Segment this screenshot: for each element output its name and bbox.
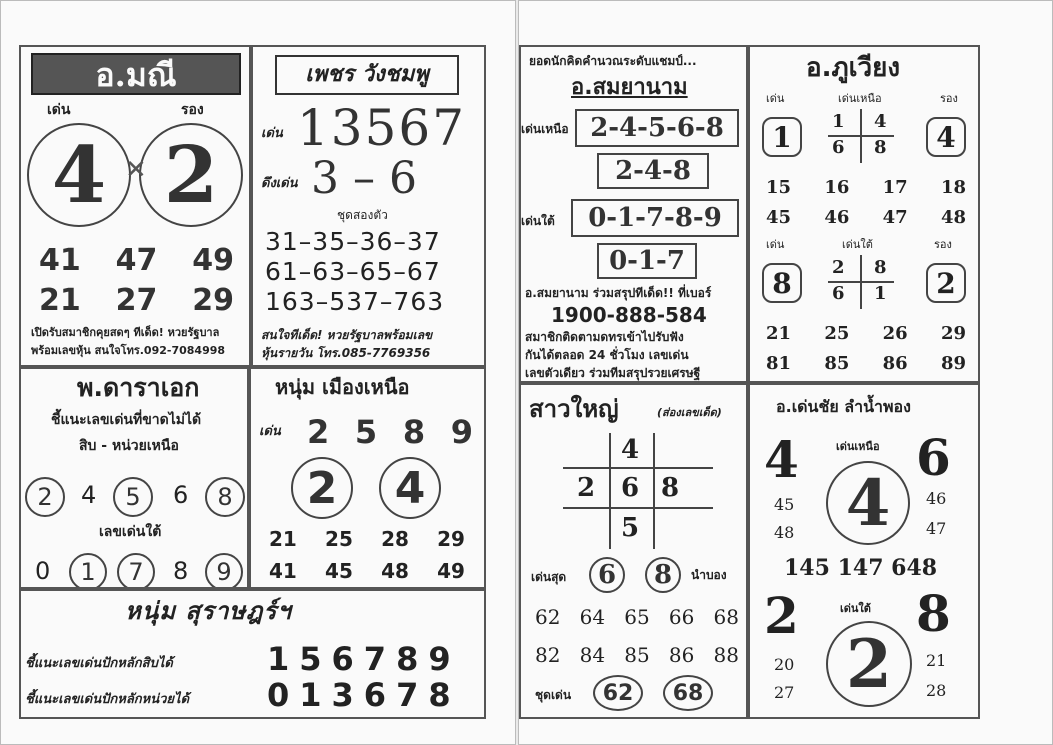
samya-phone: 1900-888-584 xyxy=(551,303,707,327)
denchai-upper-r1: 46 xyxy=(926,489,947,508)
saoyai-num: 85 xyxy=(624,643,650,667)
denchai-lower-left: 2 xyxy=(764,586,799,645)
phet-footer2: หุ้นรายวัน โทร.085-7769356 xyxy=(261,346,431,360)
dara-top-num: 4 xyxy=(81,481,97,509)
saoyai-title: สาวใหญ่ xyxy=(529,395,619,423)
left-page xyxy=(0,0,516,745)
denchai-upper-l2: 48 xyxy=(774,523,795,542)
dara-bottom-label: เลขเด่นใต้ xyxy=(99,524,162,540)
denchai-lower-label: เด่นใต้ xyxy=(840,602,871,615)
phuwiang-title: อ.ภูเวียง xyxy=(806,53,901,83)
mani-title: อ.มณี xyxy=(31,53,241,95)
num-num: 49 xyxy=(437,559,465,583)
dara-top-circle: 5 xyxy=(113,477,153,517)
denchai-upper-center: 4 xyxy=(826,461,910,545)
num-lead-num: 5 xyxy=(354,413,378,451)
phet-title: เพชร วังชมพู xyxy=(275,55,459,95)
phuwiang-upper-grid-vline xyxy=(860,109,862,163)
dara-top-circle: 2 xyxy=(25,477,65,517)
dara-top-circle: 8 xyxy=(205,477,245,517)
phet-lead: 13567 xyxy=(297,99,467,157)
saoyai-set-circle: 62 xyxy=(593,675,643,711)
saoyai-num: 66 xyxy=(668,605,695,629)
saoyai-pair-circle: 8 xyxy=(645,557,681,593)
mani-footer1: เปิดรับสมาชิกคุยสดๆ ทีเด็ด! หวยรัฐบาล xyxy=(31,326,220,339)
saoyai-grid-cell: 6 xyxy=(621,473,640,503)
phuwiang-upper-grid-cell: 8 xyxy=(874,137,887,158)
mani-footer2: พร้อมเลขหุ้น สนใจโทร.092-7084998 xyxy=(31,344,226,357)
phuwiang-lower-grid-cell: 6 xyxy=(832,283,845,304)
phuwiang-num: 21 xyxy=(766,323,792,344)
mani-num: 41 xyxy=(39,243,81,278)
phuwiang-upper-label: เด่นเหนือ xyxy=(838,92,882,105)
samya-panel xyxy=(519,45,748,383)
dara-sub2: สิบ - หน่วยเหนือ xyxy=(79,438,179,454)
sura-line2: 013678 xyxy=(267,676,461,714)
saoyai-set-circle: 68 xyxy=(663,675,713,711)
num-lead-num: 8 xyxy=(402,413,426,451)
mani-knot-icon: ✕ xyxy=(125,155,147,185)
num-lead-label: เด่น xyxy=(259,424,281,439)
saoyai-num: 82 xyxy=(535,643,561,667)
phet-panel xyxy=(251,45,486,367)
phet-line3: 163–537–763 xyxy=(265,287,445,316)
phuwiang-upper-grid-cell: 4 xyxy=(874,111,887,132)
sura-line2-label: ชี้แนะเลขเด่นปักหลักหน่วยได้ xyxy=(25,692,190,707)
phuwiang-panel xyxy=(748,45,980,383)
saoyai-num: 62 xyxy=(535,605,561,629)
denchai-lower-right: 8 xyxy=(916,584,951,643)
dara-top-num: 6 xyxy=(173,481,189,509)
phuwiang-num: 89 xyxy=(940,353,966,374)
saoyai-sub: (ส่องเลขเด็ด) xyxy=(657,406,722,419)
phet-line2: 61–63–65–67 xyxy=(265,257,441,286)
dara-title: พ.ดาราเอก xyxy=(77,373,200,402)
denchai-upper-r2: 47 xyxy=(926,519,947,538)
samya-footer3: กันได้ตลอด 24 ชั่วโมง เลขเด่น xyxy=(525,348,689,362)
num-num: 48 xyxy=(381,559,409,583)
denchai-lower-r1: 21 xyxy=(926,651,947,670)
saoyai-grid-line xyxy=(609,433,611,549)
phuwiang-num: 15 xyxy=(766,177,792,198)
dara-bottom-circle: 9 xyxy=(205,553,243,589)
saoyai-grid-cell: 5 xyxy=(621,513,640,543)
denchai-triples: 145 147 648 xyxy=(784,555,938,581)
phuwiang-num: 45 xyxy=(766,207,792,228)
phuwiang-num: 26 xyxy=(882,323,908,344)
saoyai-num: 88 xyxy=(713,643,739,667)
phuwiang-upper-lead: 1 xyxy=(762,117,802,157)
num-row2 xyxy=(269,559,465,583)
sura-title: หนุ่ม สุราษฎร์ฯ xyxy=(125,597,292,625)
denchai-panel xyxy=(748,383,980,719)
samya-title: อ.สมยานาม xyxy=(571,75,688,100)
dara-panel xyxy=(19,367,249,589)
samya-header: ยอดนักคิดคำนวณระดับแชมป์... xyxy=(529,54,697,68)
phet-line1: 31–35–36–37 xyxy=(265,227,441,256)
phet-main: 3 – 6 xyxy=(311,153,417,204)
mani-num: 47 xyxy=(115,243,158,278)
saoyai-row2 xyxy=(535,643,739,667)
phuwiang-lower-second: 2 xyxy=(926,263,966,303)
samya-footer2: สมาชิกติดตามดทรเข้าไปรับฟัง xyxy=(525,330,684,344)
sura-line1-label: ชี้แนะเลขเด่นปักหลักสิบได้ xyxy=(25,656,173,671)
phuwiang-num: 86 xyxy=(882,353,908,374)
mani-row1 xyxy=(39,243,234,278)
phuwiang-num: 46 xyxy=(824,207,850,228)
phuwiang-upper-second: 4 xyxy=(926,117,966,157)
num-num: 28 xyxy=(381,527,409,551)
dara-bottom-circle: 7 xyxy=(117,553,155,589)
mani-num: 49 xyxy=(192,243,234,278)
denchai-upper-label: เด่นเหนือ xyxy=(836,440,880,453)
phuwiang-lead-label: เด่น xyxy=(766,92,785,105)
phuwiang-num: 81 xyxy=(766,353,792,374)
sura-line1: 156789 xyxy=(267,640,461,678)
phuwiang-upper-grid-cell: 6 xyxy=(832,137,845,158)
samya-footer1: อ.สมยานาม ร่วมสรุปทีเด็ด!! ที่เบอร์ xyxy=(525,286,712,300)
saoyai-num: 86 xyxy=(668,643,695,667)
saoyai-grid-line xyxy=(563,507,713,509)
phuwiang-num: 16 xyxy=(824,177,850,198)
num-lead-num: 9 xyxy=(450,413,473,451)
phuwiang-num: 25 xyxy=(824,323,850,344)
phuwiang-lower-second-label: รอง xyxy=(934,238,952,251)
phuwiang-upper-row2 xyxy=(766,207,966,228)
phuwiang-second-label: รอง xyxy=(940,92,958,105)
denchai-lower-l1: 20 xyxy=(774,655,795,674)
phuwiang-upper-grid-cell: 1 xyxy=(832,111,845,132)
dara-sub1: ชี้แนะเลขเด่นที่ขาดไม่ได้ xyxy=(51,412,202,428)
num-row1 xyxy=(269,527,465,551)
phuwiang-lower-grid-cell: 8 xyxy=(874,257,887,278)
phuwiang-lower-grid-cell: 2 xyxy=(832,257,845,278)
saoyai-num: 84 xyxy=(579,643,606,667)
samya-upper1: 2-4-5-6-8 xyxy=(575,109,739,147)
num-num: 25 xyxy=(325,527,353,551)
mani-row2 xyxy=(39,283,234,318)
num-num: 45 xyxy=(325,559,353,583)
saoyai-grid-line xyxy=(653,433,655,549)
saoyai-grid-cell: 8 xyxy=(661,473,680,503)
samya-upper-label: เด่นเหนือ xyxy=(521,122,569,136)
mani-panel xyxy=(19,45,251,367)
saoyai-row1 xyxy=(535,605,739,629)
denchai-upper-l1: 45 xyxy=(774,495,795,514)
samya-lower2: 0-1-7 xyxy=(597,243,697,279)
phuwiang-num: 17 xyxy=(882,177,908,198)
denchai-upper-left: 4 xyxy=(764,430,799,489)
saoyai-grid-cell: 4 xyxy=(621,435,640,465)
num-big-circle: 4 xyxy=(379,457,441,519)
num-big-circle: 2 xyxy=(291,457,353,519)
saoyai-num: 68 xyxy=(713,605,739,629)
phuwiang-lower-grid-vline xyxy=(860,255,862,309)
mani-num: 27 xyxy=(115,283,158,318)
phuwiang-lower-lead-label: เด่น xyxy=(766,238,785,251)
samya-footer4: เลขตัวเดียว ร่วมทีมสรุปรวยเศรษฐี xyxy=(525,366,701,380)
denchai-lower-center: 2 xyxy=(826,621,912,707)
num-panel xyxy=(249,367,486,589)
denchai-lower-r2: 28 xyxy=(926,681,947,700)
mani-lead-label: เด่น xyxy=(47,102,71,118)
phuwiang-num: 18 xyxy=(940,177,966,198)
num-title: หนุ่ม เมืองเหนือ xyxy=(275,375,410,399)
phet-set-label: ชุดสองตัว xyxy=(337,208,388,222)
saoyai-num: 65 xyxy=(624,605,650,629)
samya-lower1: 0-1-7-8-9 xyxy=(571,199,739,237)
phuwiang-num: 29 xyxy=(940,323,966,344)
phuwiang-lower-label: เด่นใต้ xyxy=(842,238,873,251)
denchai-lower-l2: 27 xyxy=(774,683,795,702)
saoyai-grid-cell: 2 xyxy=(577,473,596,503)
phuwiang-lower-lead: 8 xyxy=(762,263,802,303)
mani-num: 29 xyxy=(192,283,234,318)
num-lead-row xyxy=(307,413,473,451)
denchai-upper-right: 6 xyxy=(916,428,951,487)
sura-panel xyxy=(19,589,486,719)
phuwiang-upper-row1 xyxy=(766,177,966,198)
phuwiang-num: 48 xyxy=(940,207,966,228)
mani-num: 21 xyxy=(39,283,81,318)
num-num: 21 xyxy=(269,527,297,551)
saoyai-pair-circle: 6 xyxy=(589,557,625,593)
phet-lead-label: เด่น xyxy=(261,126,283,141)
denchai-title: อ.เด่นชัย ลำน้ำพอง xyxy=(776,397,911,416)
samya-lower-label: เด่นใต้ xyxy=(521,214,555,228)
phuwiang-lower-row1 xyxy=(766,323,966,344)
phuwiang-num: 85 xyxy=(824,353,850,374)
saoyai-grid-line xyxy=(563,467,713,469)
dara-bottom-num: 0 xyxy=(35,557,51,585)
saoyai-pair-suffix: นำบอง xyxy=(691,568,727,582)
phet-main-label: ดึงเด่น xyxy=(261,176,298,191)
dara-bottom-num: 8 xyxy=(173,557,189,585)
phuwiang-lower-grid-cell: 1 xyxy=(874,283,887,304)
saoyai-pair-label: เด่นสุด xyxy=(531,570,567,584)
saoyai-num: 64 xyxy=(579,605,606,629)
mani-second-circle: 2 xyxy=(139,123,243,227)
phuwiang-num: 47 xyxy=(882,207,908,228)
num-num: 41 xyxy=(269,559,297,583)
saoyai-set-label: ชุดเด่น xyxy=(535,688,572,702)
num-lead-num: 2 xyxy=(307,413,330,451)
right-page xyxy=(518,0,1053,745)
num-num: 29 xyxy=(437,527,465,551)
phuwiang-lower-row2 xyxy=(766,353,966,374)
saoyai-panel xyxy=(519,383,748,719)
mani-lead-circle: 4 xyxy=(27,123,131,227)
samya-upper2: 2-4-8 xyxy=(597,153,709,189)
dara-bottom-circle: 1 xyxy=(69,553,107,589)
mani-second-label: รอง xyxy=(181,102,204,118)
phet-footer1: สนใจทีเด็ด! หวยรัฐบาลพร้อมเลข xyxy=(261,328,433,342)
